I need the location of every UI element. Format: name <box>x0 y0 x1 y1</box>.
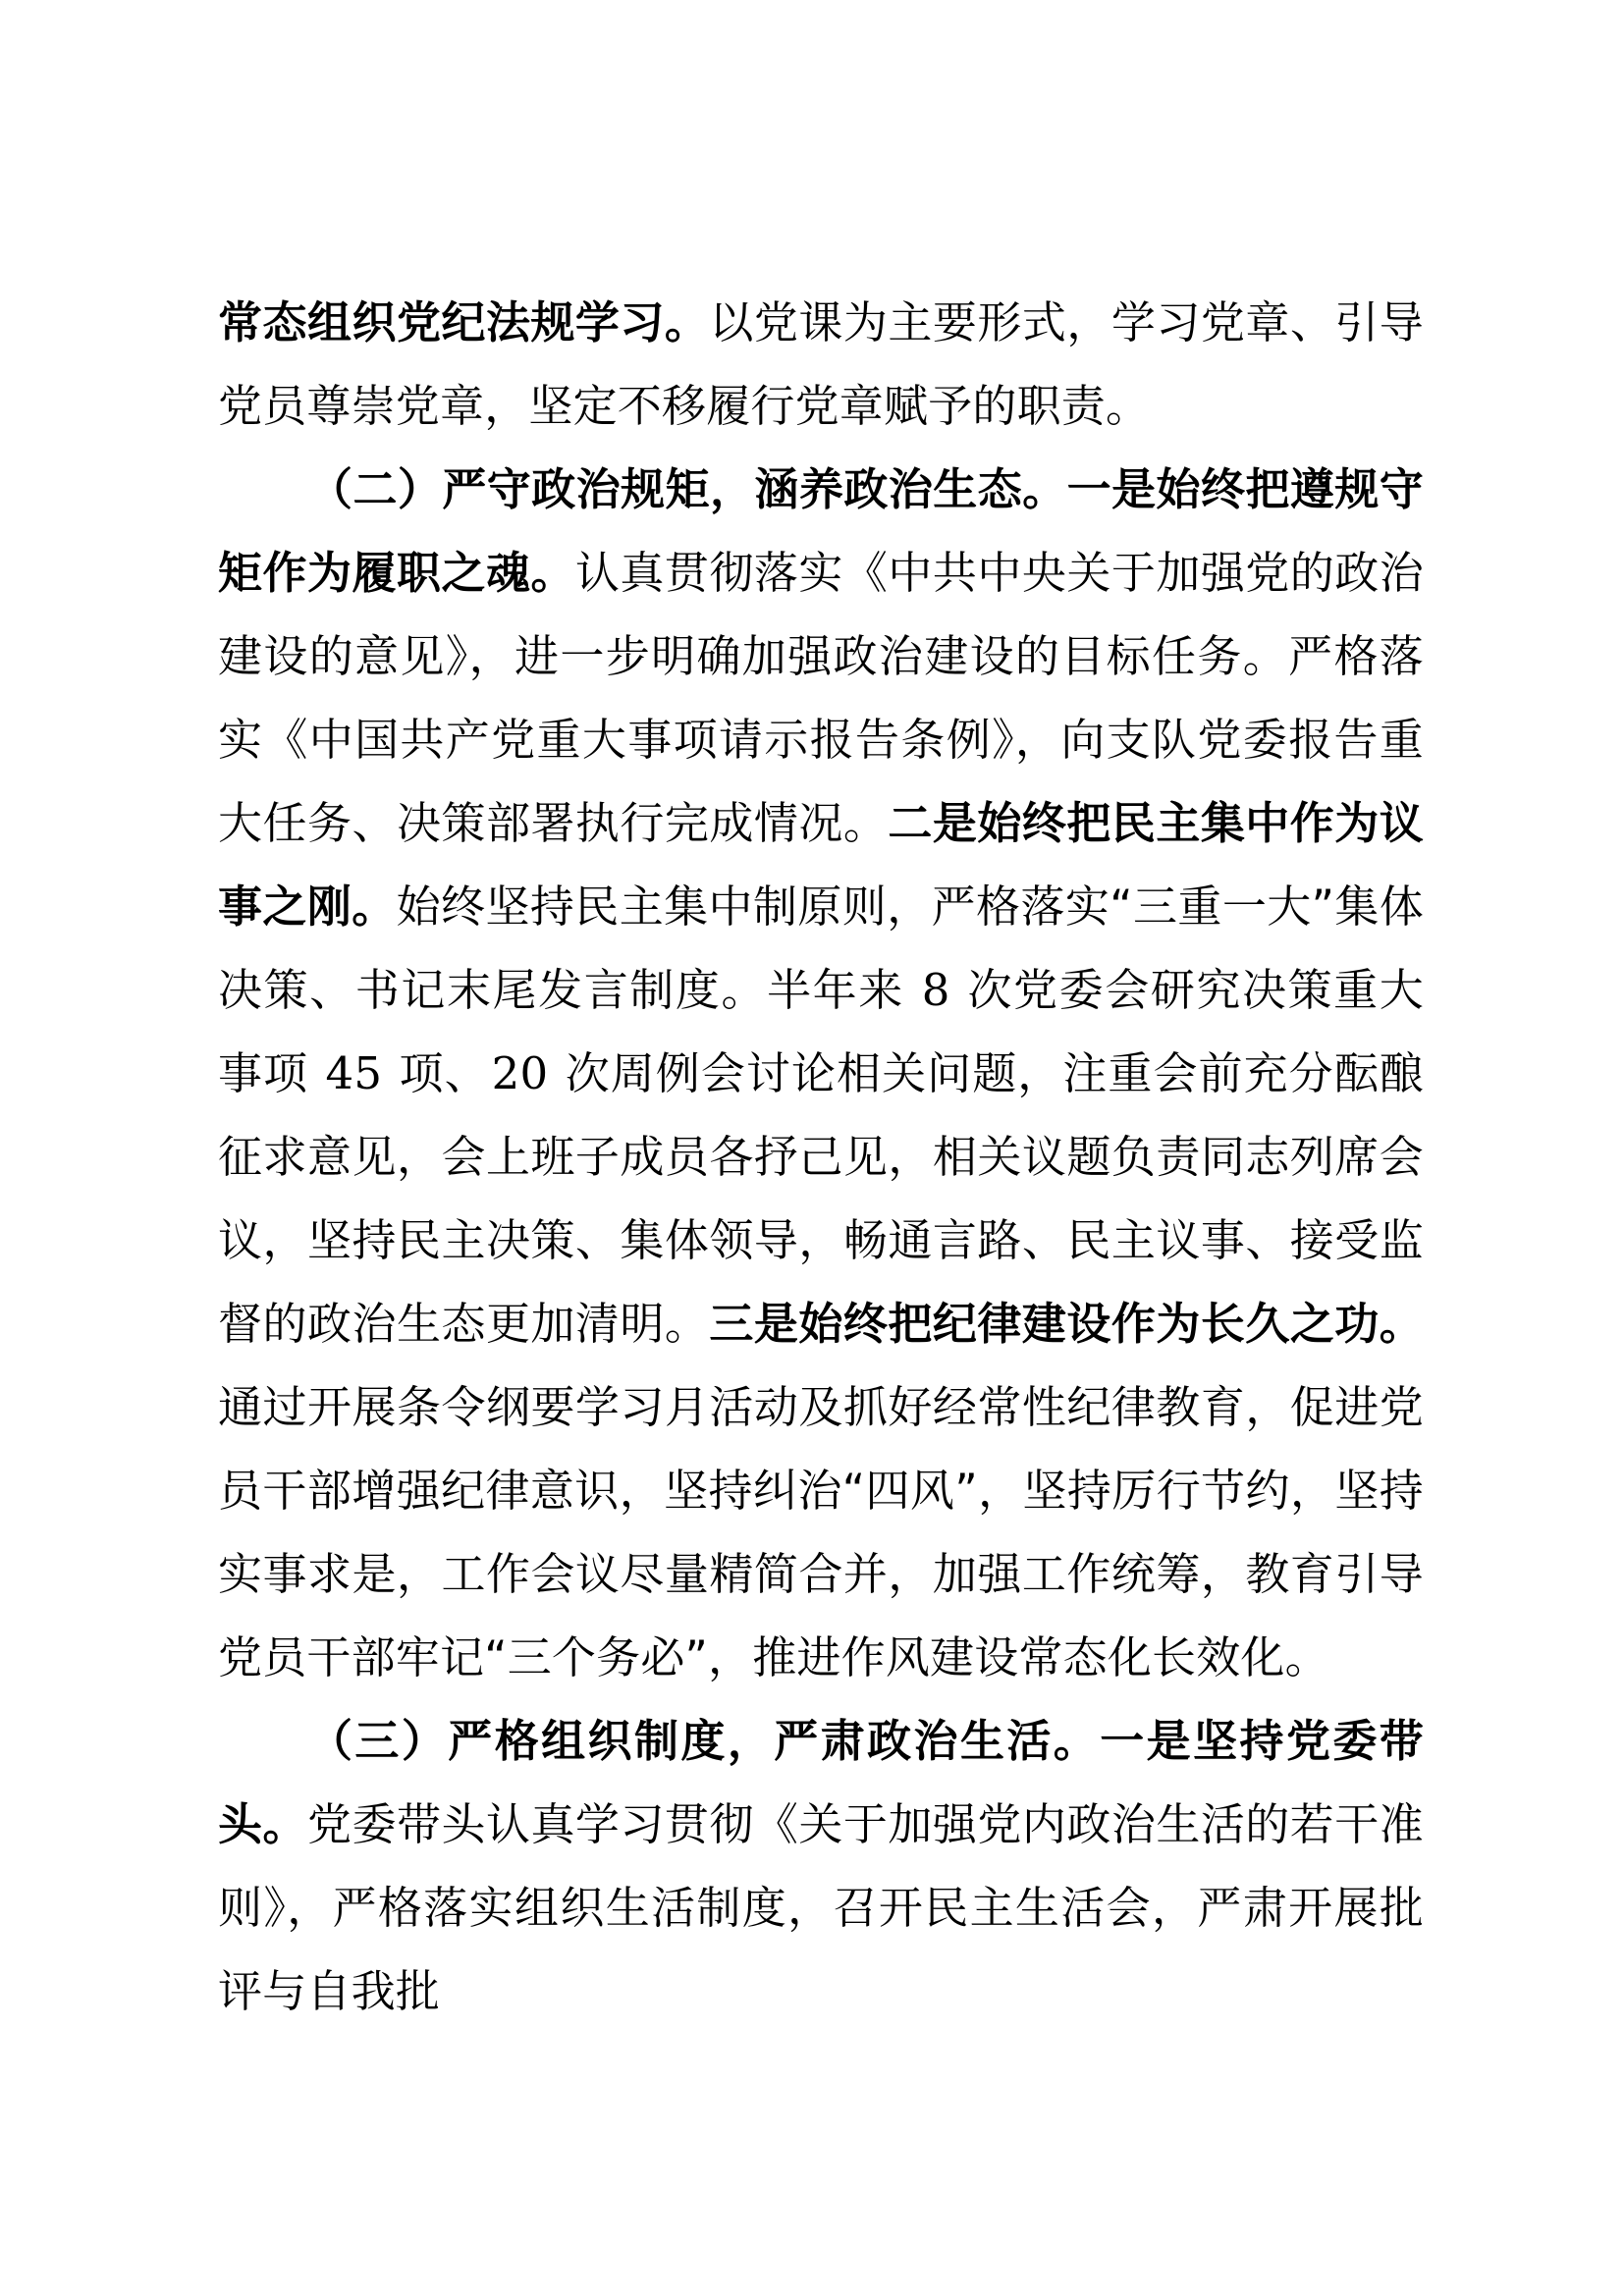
body-run: 始终坚持民主集中制原则，严格落实“三重一大”集体决策、书记末尾发言制度。半年来 <box>218 881 1424 1016</box>
inline-number: 8 <box>905 964 966 1016</box>
paragraph-3-section-three <box>218 1699 1424 2033</box>
body-run: 次周例会讨论相关问题，注重会前充分酝酿征求意见，会上班子成员各抒己见，相关议题负责同志列席会议，坚持民主决策、集体领导，畅通言路、民主议事、接受监督的政治生态更加清明。 <box>218 1047 1424 1350</box>
body-run: 认真贯彻落实《中共中央关于加强党的政治建设的意见》，进一步明确加强政治建设的目标任务。严格落实《中国共产党重大事项请示报告条例》，向支队党委报告重大任务、决策部署执行完成情况。 <box>218 547 1424 849</box>
inline-number: 45 <box>310 1047 398 1099</box>
document-text-body <box>218 281 1424 2033</box>
emphasis-run: 三是始终把纪律建设作为长久之功。 <box>709 1298 1425 1350</box>
emphasis-run: （三）严格组织制度，严肃政治生活。一是坚持党委带头。 <box>218 1715 1424 1850</box>
body-run: 项、 <box>399 1047 490 1099</box>
emphasis-run: 二是始终把民主集中作为议事之刚。 <box>218 797 1424 933</box>
emphasis-run: 常态组织党纪法规学习。 <box>218 296 710 348</box>
body-run: 次党委会研究决策重大事项 <box>218 964 1424 1099</box>
paragraph-1 <box>218 281 1424 448</box>
inline-number: 20 <box>491 1047 564 1099</box>
body-run: 通过开展条令纲要学习月活动及抓好经常性纪律教育，促进党员干部增强纪律意识，坚持纠治“四风”，坚持厉行节约，坚持实事求是，工作会议尽量精简合并，加强工作统筹，教育引导党员干部牢记“三个务必”，推进作风建设常态化长效化。 <box>218 1381 1424 1683</box>
emphasis-run: （二）严守政治规矩，涵养政治生态。一是始终把遵规守矩作为履职之魂。 <box>218 463 1424 599</box>
body-run: 党委带头认真学习贯彻《关于加强党内政治生活的若干准则》，严格落实组织生活制度，召开民主生活会，严肃开展批评与自我批 <box>218 1798 1424 2017</box>
body-run: 以党课为主要形式，学习党章、引导党员尊崇党章，坚定不移履行党章赋予的职责。 <box>218 296 1425 432</box>
paragraph-2-section-two <box>218 448 1424 1699</box>
